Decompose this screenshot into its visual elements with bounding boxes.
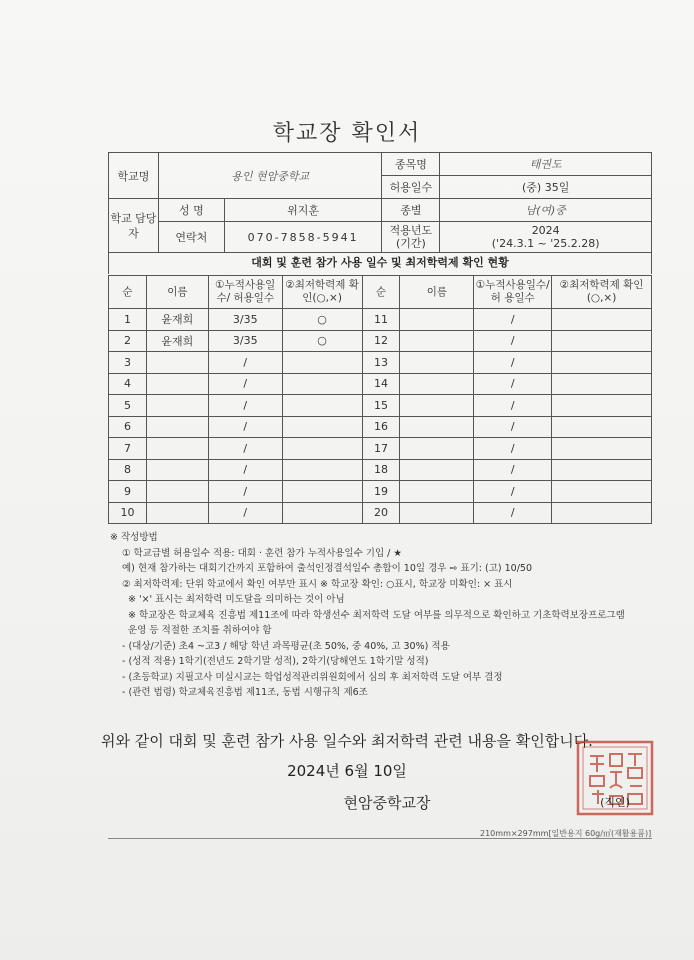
row-days-right: / [474,459,552,481]
period-range: ('24.3.1 ~ '25.2.28) [491,237,600,250]
row-check-right [552,481,652,503]
table-row [109,502,652,524]
row-no: 3 [109,352,147,374]
notes-section [110,530,660,701]
row-name [146,459,208,481]
row-no-right: 18 [362,459,400,481]
header-days-right: ①누적사용일수/허 용일수 [474,276,552,309]
name-value: 위지훈 [224,199,382,222]
sport-label: 종목명 [382,153,440,176]
period-value [440,222,652,253]
period-label: 적용년도 (기간) [382,222,440,253]
contact-value: 070-7858-5941 [224,222,382,253]
gender-label: 종별 [382,199,440,222]
row-name [146,438,208,460]
document-title: 학교장 확인서 [272,121,422,146]
school-value: 용인 현암중학교 [158,153,382,199]
row-check [282,502,362,524]
row-name: 윤재희 [146,330,208,352]
info-table [108,152,652,253]
row-days: / [208,395,282,417]
seal-label: (직인) [600,796,630,809]
row-days: / [208,416,282,438]
note-line: ※ 작성방법 [110,532,158,543]
row-name-right [400,330,474,352]
school-label: 학교명 [109,153,159,199]
contact-label: 연락처 [158,222,224,253]
row-check [282,416,362,438]
row-name: 윤재희 [146,309,208,331]
confirm-statement: 위와 같이 대회 및 훈련 참가 사용 일수와 최저학력 관련 내용을 확인합니다. [101,732,593,750]
row-check [282,459,362,481]
note-line: ② 최저학력제: 단위 학교에서 확인 여부만 표시 ※ 학교장 확인: ○표시, 학교장 미확인: × 표시 [122,578,513,590]
row-no-right: 16 [362,416,400,438]
header-check-right: ②최저학력제 확인(○,×) [552,276,652,309]
row-no: 9 [109,481,147,503]
row-no-right: 12 [362,330,400,352]
row-name-right [400,481,474,503]
table-row [109,395,652,417]
row-check-right [552,438,652,460]
note-line: 예) 현재 참가하는 대회기간까지 포함하여 출석인정결석일수 총합이 10일 경우 ⇨ 표기: (고) 10/50 [122,563,533,574]
name-label: 성 명 [158,199,224,222]
note-line: ※ '×' 표시는 최저학력 미도달을 의미하는 것이 아님 [128,594,345,605]
table-row [109,330,652,352]
row-check-right [552,502,652,524]
header-name-right: 이름 [400,276,474,309]
header-check: ②최저학력제 확인(○,×) [282,276,362,309]
row-check-right [552,309,652,331]
note-line: 운영 등 적절한 조치를 취하여야 함 [128,625,272,636]
row-no: 2 [109,330,147,352]
row-check [282,352,362,374]
row-no-right: 15 [362,395,400,417]
row-check [282,373,362,395]
row-days: 3/35 [208,309,282,331]
row-no-right: 20 [362,502,400,524]
row-no: 8 [109,459,147,481]
note-line: ① 학교급별 허용일수 적용: 대회 · 훈련 참가 누적사용일수 기입 / ★ [122,547,402,559]
table-row [109,309,652,331]
row-days-right: / [474,416,552,438]
row-check-right [552,352,652,374]
teacher-label: 학교 담당자 [109,199,159,253]
row-no: 7 [109,438,147,460]
row-check-right [552,459,652,481]
row-check [282,438,362,460]
table-row [109,373,652,395]
row-check [282,481,362,503]
allowed-days-label: 허용일수 [382,176,440,199]
table-row [109,352,652,374]
participation-table [108,275,652,524]
header-name: 이름 [146,276,208,309]
row-days-right: / [474,481,552,503]
period-year: 2024 [531,224,560,237]
row-no-right: 19 [362,481,400,503]
table-row [109,416,652,438]
row-name [146,502,208,524]
note-line: ※ 학교장은 학교체육 진흥법 제11조에 따라 학생선수 최저학력 도달 여부를 의무적으로 확인하고 기초학력보장프로그램 [128,609,625,621]
table-header-row [109,276,652,309]
row-name [146,481,208,503]
row-check [282,395,362,417]
row-no-right: 11 [362,309,400,331]
row-name-right [400,416,474,438]
table-row [109,438,652,460]
row-days: / [208,352,282,374]
row-check-right [552,330,652,352]
row-name-right [400,459,474,481]
note-line: - (대상/기준) 초4 ~고3 / 해당 학년 과목평균(초 50%, 중 40%, 고 30%) 적용 [122,640,450,652]
row-days-right: / [474,330,552,352]
row-name-right [400,438,474,460]
row-name [146,395,208,417]
header-no-right: 순 [362,276,400,309]
row-no: 10 [109,502,147,524]
row-name [146,352,208,374]
allowed-days-value: (중) 35일 [440,176,652,199]
row-days: / [208,373,282,395]
row-name [146,416,208,438]
row-no-right: 13 [362,352,400,374]
row-days: 3/35 [208,330,282,352]
row-check-right [552,416,652,438]
row-days-right: / [474,373,552,395]
note-line: - (관련 법령) 학교체육진흥법 제11조, 동법 시행규칙 제6조 [122,687,368,698]
row-name-right [400,395,474,417]
row-no-right: 17 [362,438,400,460]
table-row [109,459,652,481]
row-days-right: / [474,352,552,374]
paper-spec: 210mm×297mm[일반용지 60g/㎡(재활용품)] [480,829,652,838]
principal-name: 현암중학교장 [343,794,431,812]
gender-value: 남(여)중 [440,199,652,222]
row-name [146,373,208,395]
row-check: ○ [282,330,362,352]
note-line: - (성적 적용) 1학기(전년도 2학기말 성적), 2학기(당해연도 1학기말 성적) [122,656,429,667]
row-days: / [208,481,282,503]
row-days: / [208,459,282,481]
row-name-right [400,309,474,331]
row-no: 1 [109,309,147,331]
row-days: / [208,502,282,524]
row-name-right [400,373,474,395]
confirm-date: 2024년 6월 10일 [287,762,407,780]
row-check: ○ [282,309,362,331]
row-days-right: / [474,502,552,524]
row-days-right: / [474,438,552,460]
section-title: 대회 및 훈련 참가 사용 일수 및 최저학력제 확인 현황 [108,252,652,274]
note-line: - (초등학교) 지필고사 미실시교는 학업성적관리위원회에서 심의 후 최저학력 도달 여부 결정 [122,671,503,683]
row-no-right: 14 [362,373,400,395]
header-days: ①누적사용일수/ 허용일수 [208,276,282,309]
sport-value: 태권도 [440,153,652,176]
row-no: 5 [109,395,147,417]
row-no: 4 [109,373,147,395]
table-row [109,481,652,503]
row-days-right: / [474,395,552,417]
header-no: 순 [109,276,147,309]
official-seal-stamp [574,738,656,818]
row-check-right [552,373,652,395]
row-name-right [400,502,474,524]
row-days: / [208,438,282,460]
row-name-right [400,352,474,374]
row-no: 6 [109,416,147,438]
row-check-right [552,395,652,417]
row-days-right: / [474,309,552,331]
